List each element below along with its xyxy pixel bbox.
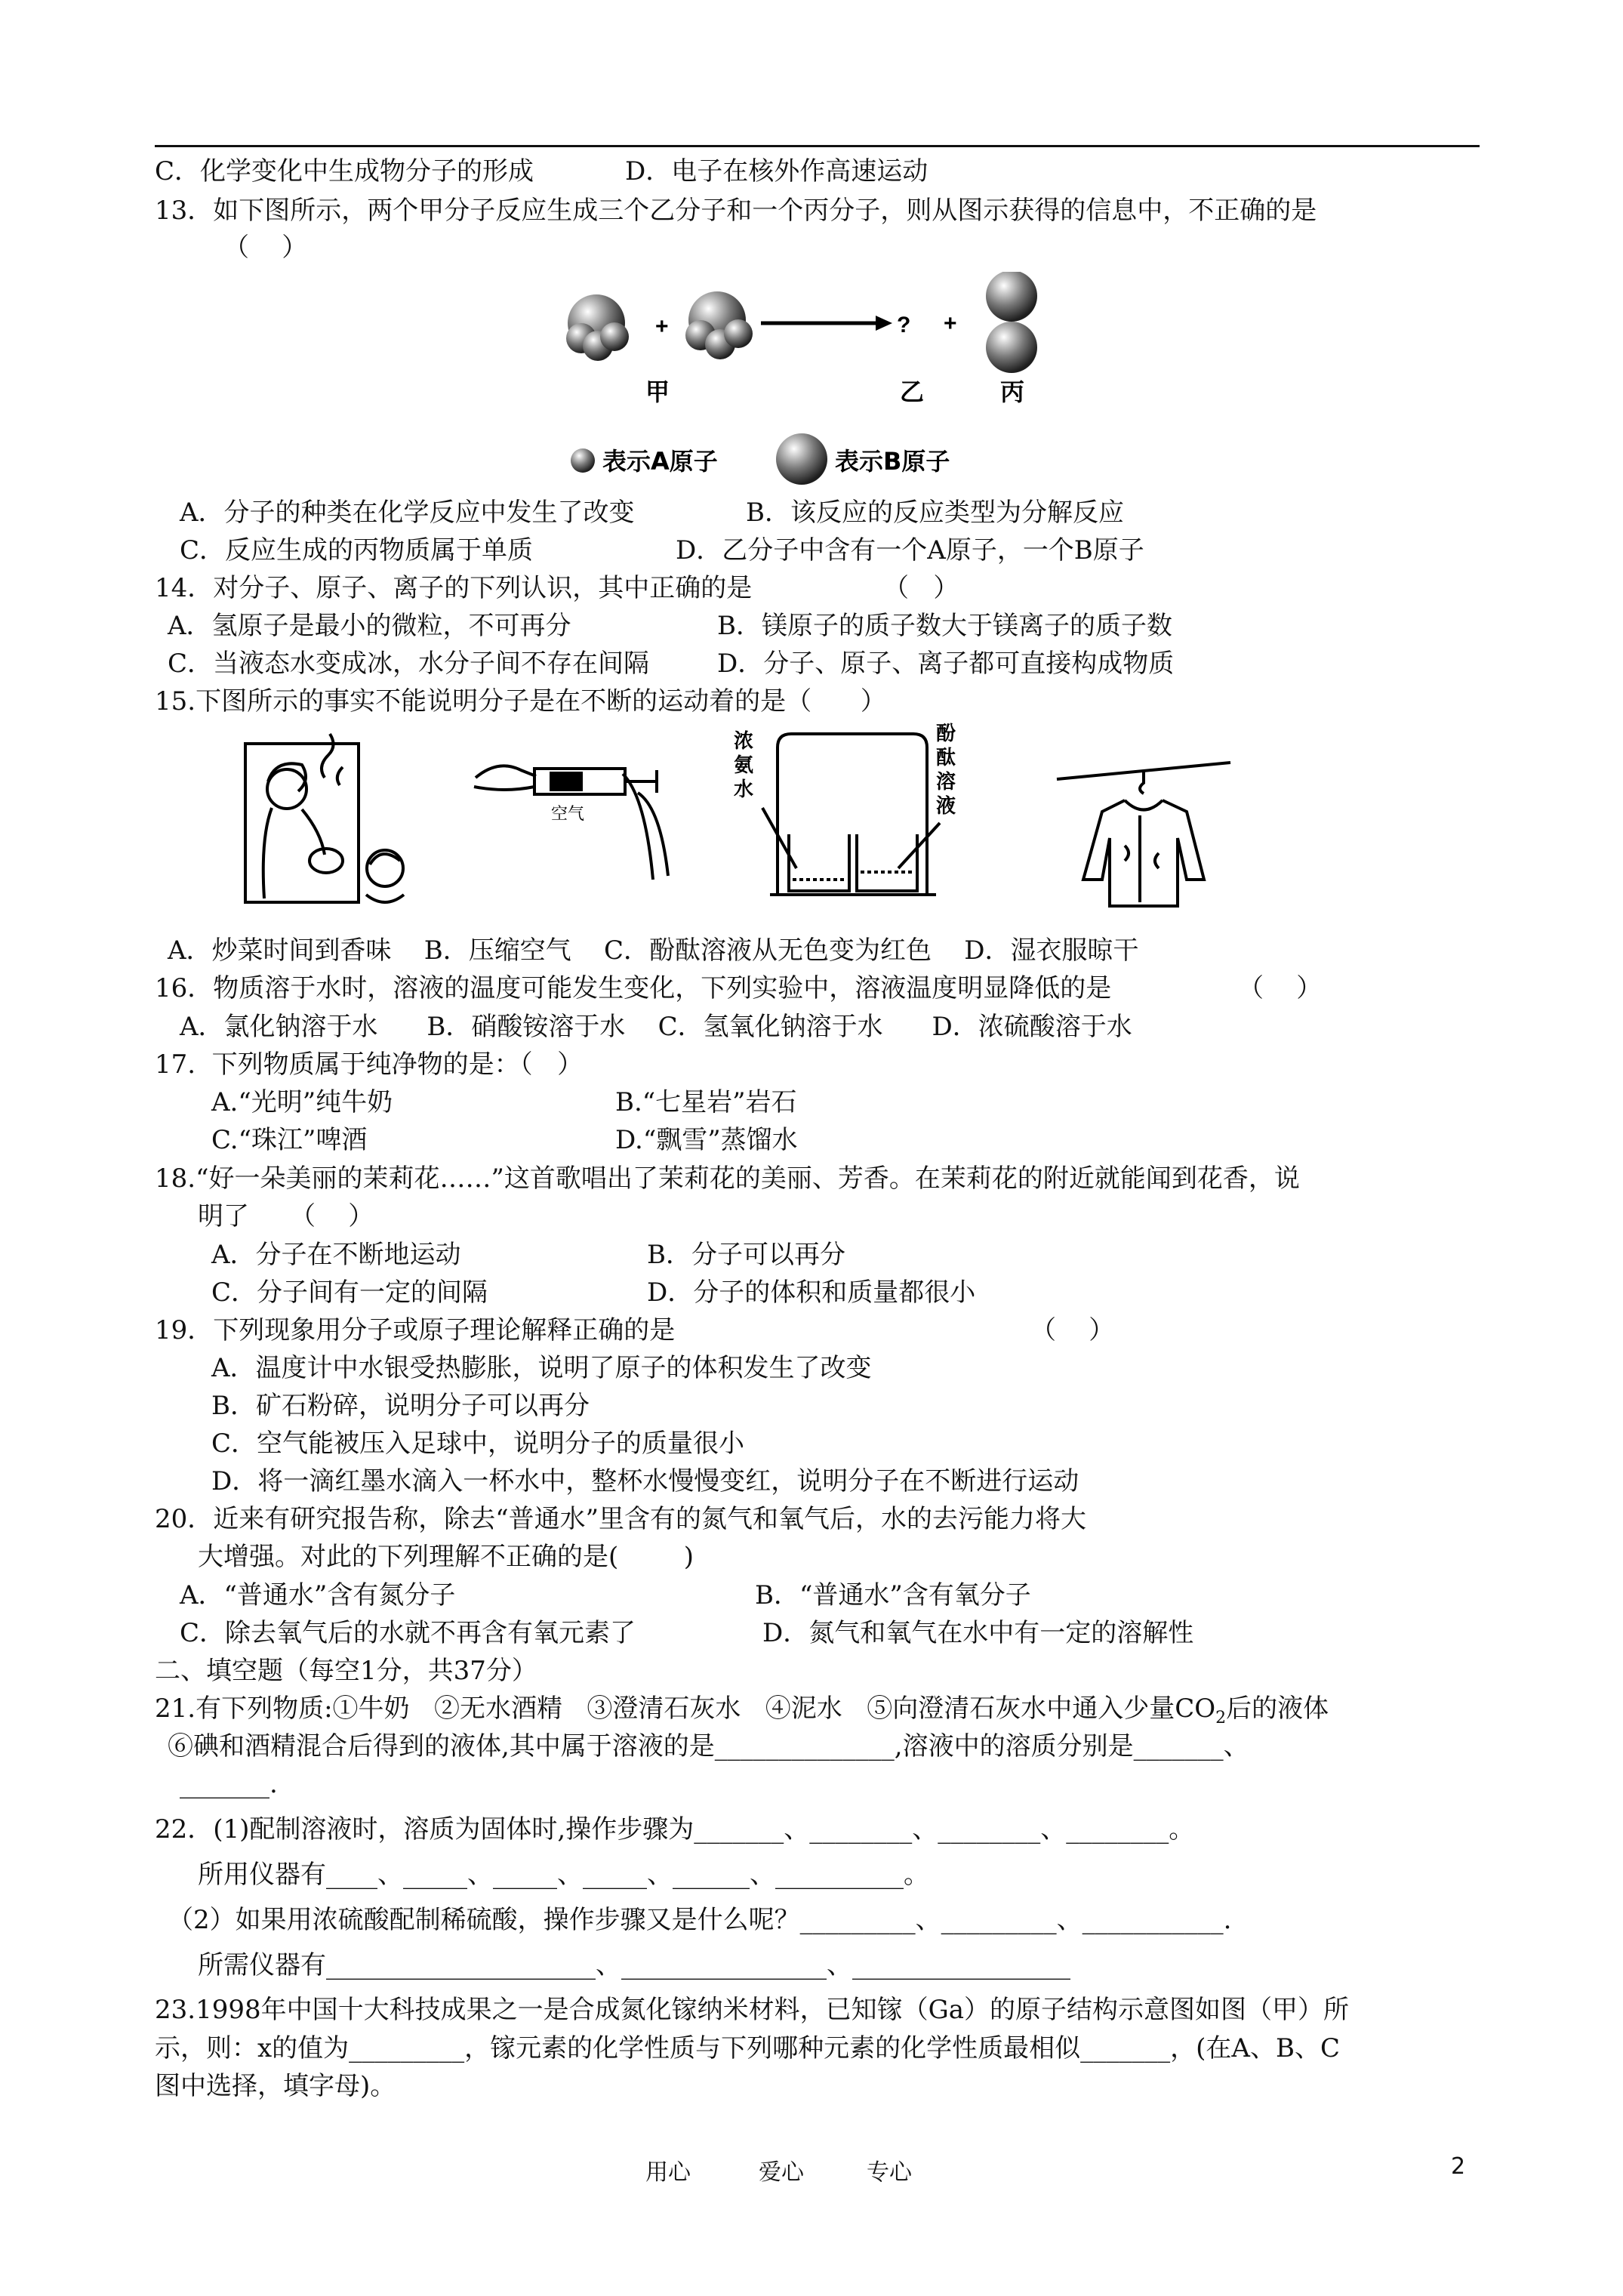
q13-option-a: A．分子的种类在化学反应中发生了改变 xyxy=(180,498,635,528)
q18-stem-line1: 18.“好一朵美丽的茉莉花……”这首歌唱出了茉莉花的美丽、芳香。在茉莉花的附近就能闻到花香，说 xyxy=(155,1163,1300,1194)
q14-option-a: A．氢原子是最小的微粒，不可再分 xyxy=(168,611,571,641)
q13-paren: （ ） xyxy=(223,233,308,263)
phenol-label-2: 酞 xyxy=(936,747,956,769)
header-rule xyxy=(155,145,1480,147)
reaction-diagram xyxy=(559,272,1087,498)
q22-line3: （2）如果用浓硫酸配制稀硫酸，操作步骤又是什么呢？_________、_________、___________. xyxy=(168,1905,1232,1935)
q18-option-b: B．分子可以再分 xyxy=(647,1240,845,1270)
q18-option-a: A．分子在不断地运动 xyxy=(211,1240,461,1270)
q19-option-b: B．矿石粉碎，说明分子可以再分 xyxy=(211,1391,590,1421)
footer-motto-2: 爱心 xyxy=(759,2159,804,2186)
q13-stem: 13．如下图所示，两个甲分子反应生成三个乙分子和一个丙分子，则从图示获得的信息中，不正确的是 xyxy=(155,196,1317,226)
plus-sign: + xyxy=(944,311,957,336)
q18-option-c: C．分子间有一定的间隔 xyxy=(211,1277,488,1308)
footer-motto-1: 用心 xyxy=(645,2159,691,2186)
legend-a-text: 表示A原子 xyxy=(602,447,718,476)
label-yi: 乙 xyxy=(900,378,925,406)
phenol-label-1: 酚 xyxy=(936,723,956,745)
section-fill-blank-heading: 二、填空题（每空1分，共37分） xyxy=(155,1656,537,1686)
q23-line3: 图中选择，填字母)。 xyxy=(155,2071,396,2101)
b-atom xyxy=(986,322,1037,373)
label-jia: 甲 xyxy=(645,378,670,406)
q14-option-b: B．镁原子的质子数大于镁离子的质子数 xyxy=(717,611,1172,641)
q20-stem-line2: 大增强。对此的下列理解不正确的是( ) xyxy=(198,1542,694,1572)
q20-option-b: B．“普通水”含有氧分子 xyxy=(755,1580,1031,1610)
a-atom xyxy=(600,322,629,351)
syringe-air-label: 空气 xyxy=(551,805,585,824)
q14-paren: （ ） xyxy=(883,573,959,603)
q16-stem: 16．物质溶于水时，溶液的温度可能发生变化，下列实验中，溶液温度明显降低的是 xyxy=(155,973,1112,1003)
q17-option-c: C.“珠江”啤酒 xyxy=(211,1125,368,1155)
q21-line2: ⑥碘和酒精混合后得到的液体,其中属于溶液的是______________,溶液中的溶质分别是_______、 xyxy=(168,1731,1249,1761)
q12-option-c: C．化学变化中生成物分子的形成 xyxy=(155,156,534,186)
ammonia-label-2: 氨 xyxy=(734,754,754,777)
q21-line1: 21.有下列物质:①牛奶 ②无水酒精 ③澄清石灰水 ④泥水 ⑤向澄清石灰水中通入少量$CO_2$后的液体 xyxy=(155,1693,1329,1727)
molecule-jia-2 xyxy=(685,291,753,359)
q18-stem-line2: 明了 （ ） xyxy=(198,1201,374,1231)
q19-paren: （ ） xyxy=(1030,1315,1115,1345)
q21-line3: _______. xyxy=(180,1769,278,1799)
figure-cooking xyxy=(245,734,404,902)
q20-stem-line1: 20．近来有研究报告称，除去“普通水”里含有的氮气和氧气后，水的去污能力将大 xyxy=(155,1504,1087,1534)
reaction-arrow xyxy=(761,316,892,331)
q22-line1: 22．(1)配制溶液时，溶质为固体时,操作步骤为_______、________、________、________。 xyxy=(155,1814,1195,1845)
molecule-bing xyxy=(986,272,1037,373)
ammonia-label-3: 水 xyxy=(734,778,754,801)
q15-options: A．炒菜时间到香味 B．压缩空气 C．酚酞溶液从无色变为红色 D．湿衣服晾干 xyxy=(168,935,1139,966)
phenol-label-4: 液 xyxy=(936,795,956,818)
q15-figures xyxy=(234,717,1329,929)
q19-option-a: A．温度计中水银受热膨胀，说明了原子的体积发生了改变 xyxy=(211,1353,872,1383)
q15-stem: 15.下图所示的事实不能说明分子是在不断的运动着的是（ ） xyxy=(155,686,886,717)
q14-option-c: C．当液态水变成冰，水分子间不存在间隔 xyxy=(168,649,650,679)
molecule-jia-1 xyxy=(566,294,629,361)
q13-option-d: D．乙分子中含有一个A原子，一个B原子 xyxy=(676,535,1144,566)
q18-option-d: D．分子的体积和质量都很小 xyxy=(647,1277,976,1308)
label-bing: 丙 xyxy=(1000,378,1025,406)
q20-option-d: D．氮气和氧气在水中有一定的溶解性 xyxy=(762,1618,1194,1648)
ammonia-label-1: 浓 xyxy=(734,730,754,753)
q17-option-b: B.“七星岩”岩石 xyxy=(615,1087,797,1117)
legend-a-atom-icon xyxy=(571,448,595,473)
q19-option-d: D．将一滴红墨水滴入一杯水中，整杯水慢慢变红，说明分子在不断进行运动 xyxy=(211,1466,1079,1496)
q17-stem: 17. 下列物质属于纯净物的是：（ ） xyxy=(155,1049,584,1080)
q16-paren: （ ） xyxy=(1238,973,1323,1003)
q19-option-c: C．空气能被压入足球中，说明分子的质量很小 xyxy=(211,1428,745,1459)
q23-line1: 23.1998年中国十大科技成果之一是合成氮化镓纳米材料，已知镓（Ga）的原子结构示意图如图（甲）所 xyxy=(155,1995,1350,2025)
q16-options: A．氯化钠溶于水 B．硝酸铵溶于水 C．氢氧化钠溶于水 D．浓硫酸溶于水 xyxy=(180,1012,1132,1042)
q17-option-a: A.“光明”纯牛奶 xyxy=(211,1087,393,1117)
q22-line2: 所用仪器有____、_____、_____、_____、______、__________。 xyxy=(198,1860,929,1890)
unknown-product-mark: ? xyxy=(897,313,911,337)
b-atom xyxy=(986,272,1037,322)
plus-sign: + xyxy=(655,314,669,339)
figure-wet-clothes xyxy=(1057,763,1230,906)
q13-option-b: B．该反应的反应类型为分解反应 xyxy=(746,498,1124,528)
q14-stem: 14．对分子、原子、离子的下列认识，其中正确的是 xyxy=(155,573,753,603)
q22-line4: 所需仪器有_____________________、________________、_________________ xyxy=(198,1950,1070,1980)
q13-option-c: C．反应生成的丙物质属于单质 xyxy=(180,535,534,566)
q23-line2: 示，则：x的值为_________，镓元素的化学性质与下列哪种元素的化学性质最相似_______，(在A、B、C xyxy=(155,2033,1340,2063)
q14-option-d: D．分子、原子、离子都可直接构成物质 xyxy=(717,649,1175,679)
q12-option-d: D．电子在核外作高速运动 xyxy=(625,156,929,186)
figure-bell-jar xyxy=(762,734,940,895)
q20-option-c: C．除去氧气后的水就不再含有氧元素了 xyxy=(180,1618,636,1648)
a-atom xyxy=(724,319,753,348)
phenol-label-3: 溶 xyxy=(936,771,956,794)
legend-b-text: 表示B原子 xyxy=(835,447,950,476)
page-number: 2 xyxy=(1451,2153,1466,2180)
q19-stem: 19．下列现象用分子或原子理论解释正确的是 xyxy=(155,1315,676,1345)
q17-option-d: D.“飘雪”蒸馏水 xyxy=(615,1125,798,1155)
footer-motto-3: 专心 xyxy=(867,2159,912,2186)
legend-b-atom-icon xyxy=(776,433,827,485)
q20-option-a: A．“普通水”含有氮分子 xyxy=(180,1580,456,1610)
